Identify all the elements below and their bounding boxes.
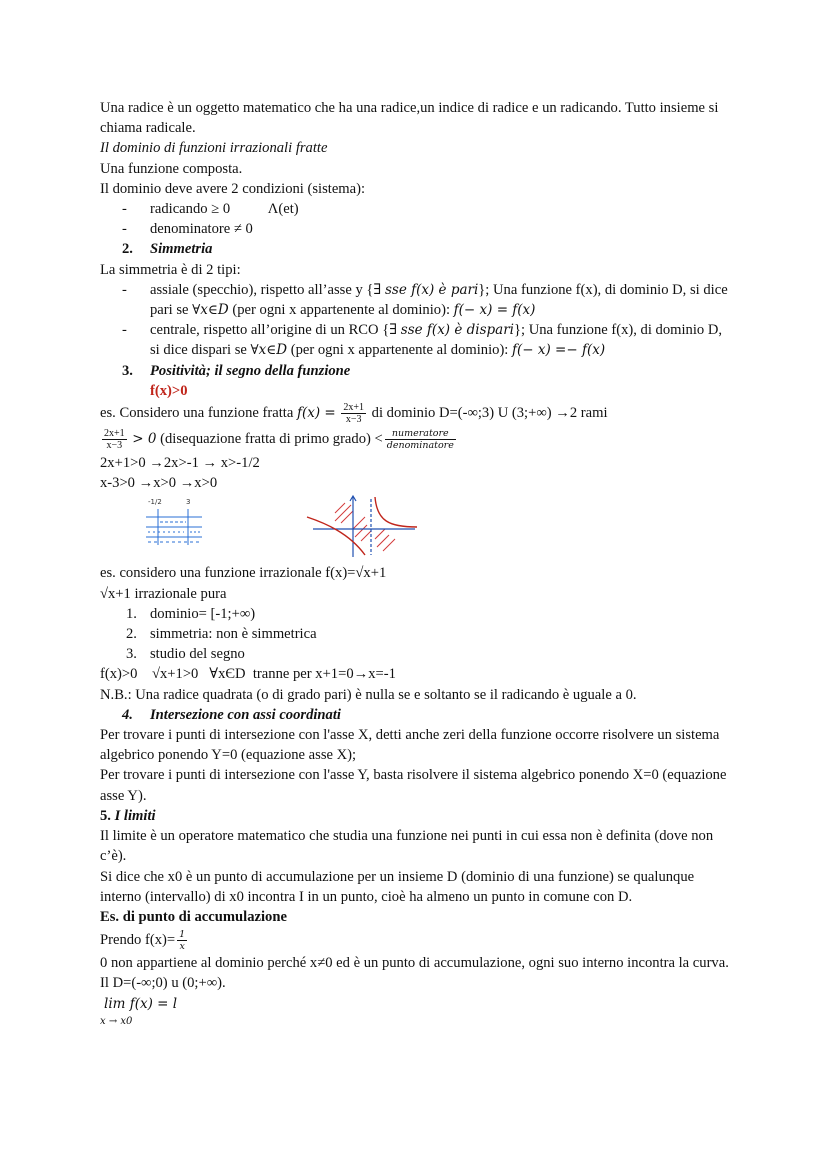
heading-accumulazione: Es. di punto di accumulazione <box>100 908 287 925</box>
denominator: x <box>179 941 185 953</box>
limit-top: lim f(x) = l <box>104 995 178 1012</box>
text: (per ogni x appartenente al dominio): <box>287 342 513 359</box>
math: ∀x∈D <box>192 302 229 319</box>
sign-label-three: 3 <box>186 498 191 507</box>
section-title: I limiti <box>114 807 156 824</box>
list-item-assiale <box>100 280 730 320</box>
bullet-dash: - <box>122 201 127 218</box>
text: es. Considero una funzione fratta <box>100 405 297 422</box>
fx-positive-text: f(x)>0 <box>150 382 188 399</box>
cond-et: Λ(et) <box>267 201 299 218</box>
section-title: Positività; il segno della funzione <box>150 362 351 379</box>
section-title: Intersezione con assi coordinati <box>150 706 341 723</box>
denominator: x−3 <box>106 440 123 452</box>
prendo-line <box>100 927 730 953</box>
step-numeratore: 2x+1>0 →2x>-1 → x>-1/2 <box>100 455 260 472</box>
list-item-segno <box>100 644 730 664</box>
text: dominio= [-1;+∞) <box>150 605 256 622</box>
paragraph-simmetria: La simmetria è di 2 tipi: <box>100 261 241 278</box>
section-number: 5. <box>100 807 111 824</box>
paragraph-intersezione-y: Per trovare i punti di intersezione con l'asse Y, basta risolvere il sistema algebrico ponendo X=0 (equazione asse Y). <box>100 767 727 804</box>
paragraph-intersezione-x: Per trovare i punti di intersezione con l'asse X, detti anche zeri della funzione occorre risolvere un sistema algebrico ponendo Y=0 (equazione asse X); <box>100 727 720 764</box>
section-heading-intersezione <box>100 705 730 725</box>
math: sse f(x) è pari <box>384 281 479 298</box>
step-denominatore: x-3>0 →x>0 →x>0 <box>100 475 218 492</box>
text: }; Una funzione f(x), di dominio D, si dice dispari se <box>150 322 723 359</box>
math: ∀x∈D <box>250 342 288 359</box>
section-number: 4. <box>122 706 133 723</box>
text: (disequazione fratta di primo grado) < <box>156 431 383 448</box>
example-fratta <box>100 401 730 425</box>
numerator: 2x+1 <box>343 402 364 414</box>
text: (per ogni x appartenente al dominio): <box>228 302 454 319</box>
section-number: 3. <box>122 362 133 379</box>
list-item-simmetria <box>100 624 730 644</box>
math: sse f(x) è dispari <box>400 322 514 339</box>
text: }; Una funzione f(x), di dominio D, si dice pari se <box>150 281 728 319</box>
graph-sketch <box>305 493 420 559</box>
section-number: 2. <box>122 241 133 258</box>
fraction <box>341 402 366 425</box>
cond-denominatore: denominatore ≠ 0 <box>150 221 253 238</box>
list-number: 2. <box>126 626 137 643</box>
list-item-centrale <box>100 320 730 360</box>
axes <box>313 496 415 557</box>
text: di dominio D=(-∞;3) U (3;+∞) →2 rami <box>371 405 608 422</box>
denominator: denominatore <box>386 440 454 452</box>
paragraph-limiti-2: Si dice che x0 è un punto di accumulazione per un insieme D (dominio di una funzione) se qualunque interno (intervallo) di x0 incontra I in un punto, cioè ha almeno un punto in comune con D. <box>100 868 695 905</box>
numerator: 1 <box>179 929 186 941</box>
numerator: 2x+1 <box>104 428 125 440</box>
paragraph-radice: Una radice è un oggetto matematico che ha una radice,un indice di radice e un radicando. Tutto insieme si chiama radicale. <box>100 100 719 137</box>
paragraph-condizioni: Il dominio deve avere 2 condizioni (sistema): <box>100 180 366 197</box>
text: Prendo f(x)= <box>100 932 176 949</box>
example-irrazionale: es. considero una funzione irrazionale f(x)=√x+1 <box>100 565 387 582</box>
text: centrale, rispetto all’origine di un RCO {∃ <box>150 322 401 339</box>
section-heading-limiti <box>100 806 730 826</box>
bullet-dash: - <box>122 281 127 298</box>
limit-expression <box>100 994 730 1028</box>
numerator: numeratore <box>385 428 456 440</box>
irrazionale-pura: √x+1 irrazionale pura <box>100 585 227 602</box>
math: f(x) = <box>296 405 336 422</box>
fraction <box>102 428 127 451</box>
paragraph-limiti-1: Il limite è un operatore matematico che studia una funzione nei punti in cui essa non è definita (dove non c’è). <box>100 828 714 865</box>
math: > 0 <box>132 431 157 448</box>
section-heading-simmetria <box>100 239 730 259</box>
list-number: 3. <box>126 646 137 663</box>
curve <box>307 497 417 555</box>
text: simmetria: non è simmetrica <box>150 626 317 643</box>
nota-bene: N.B.: Una radice quadrata (o di grado pari) è nulla se e soltanto se il radicando è uguale a 0. <box>100 686 637 703</box>
bullet-dash: - <box>122 322 127 339</box>
document-page <box>100 98 730 1028</box>
paragraph-accumulazione: 0 non appartiene al dominio perché x≠0 ed è un punto di accumulazione, ogni suo interno incontra la curva. Il D=(-∞;0) u (0;+∞). <box>100 955 729 992</box>
limit-subscript: x → x0 <box>100 1015 133 1027</box>
text: assiale (specchio), rispetto all’asse y {∃ <box>150 281 385 298</box>
sign-label-half: -1/2 <box>148 498 162 507</box>
disequazione <box>100 425 730 453</box>
fx-positive-label <box>100 381 730 401</box>
sign-chart-sketch <box>144 495 244 555</box>
denominator: x−3 <box>345 414 362 426</box>
paragraph-composta: Una funzione composta. <box>100 160 243 177</box>
segno-line: f(x)>0 √x+1>0 ∀xЄD tranne per x+1=0→x=-1 <box>100 666 396 683</box>
math: f(− x) =− f(x) <box>512 342 606 359</box>
hatching <box>335 503 395 551</box>
list-item-denominatore <box>100 219 730 239</box>
section-heading-positivita <box>100 361 730 381</box>
heading-dominio: Il dominio di funzioni irrazionali fratte <box>100 140 328 157</box>
fraction-numeratore-denominatore <box>385 428 456 451</box>
sign-chart-lines <box>146 509 202 545</box>
cond-radicando: radicando ≥ 0 <box>150 201 231 218</box>
sketches <box>100 493 730 563</box>
list-number: 1. <box>126 605 137 622</box>
bullet-dash: - <box>122 221 127 238</box>
text: studio del segno <box>150 646 245 663</box>
list-item-radicando <box>100 199 730 219</box>
fraction <box>177 929 187 952</box>
math: f(− x) = f(x) <box>453 302 536 319</box>
section-title: Simmetria <box>150 241 213 258</box>
list-item-dominio <box>100 604 730 624</box>
